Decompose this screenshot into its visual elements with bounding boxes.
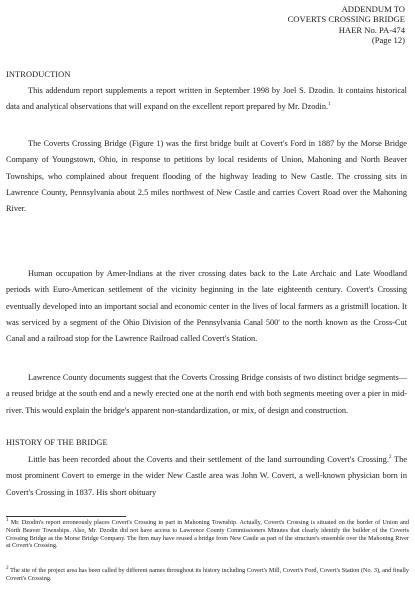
footnote-1-text: Mr. Dzodin's report erroneously places Covert's Crossing in part in Mahoning Township. Actually, Covert's Crossing is situated on the border of Union and North Beaver Townships. Also, Mr. Dzodin did not have access to Lawrence County Commissioners Minutes that clearly identify the builder of the Coverts Crossing Bridge as the Morse Bridge Company. The firm may have reused a bridge from New Castle as part of the structure's ensemble over the Mahoning River at Covert's Crossing. bbox=[6, 519, 409, 550]
history-paragraph-1 bbox=[6, 452, 407, 501]
intro-paragraph-2 bbox=[6, 136, 407, 217]
history-paragraph-1-text-a: Little has been recorded about the Coverts and their settlement of the land surrounding Covert's Crossing. bbox=[28, 455, 389, 464]
introduction-heading: INTRODUCTION bbox=[6, 70, 71, 79]
history-heading: HISTORY OF THE BRIDGE bbox=[6, 438, 108, 447]
footnote-1-number: 1 bbox=[6, 516, 9, 523]
intro-paragraph-4-text: Lawrence County documents suggest that the Coverts Crossing Bridge consists of two distinct bridge segments—a reused bridge at the south end and a newly erected one at the north end with both segments meeting over a pier in mid-river. This would explain the bridge's apparent non-standardization, or mix, of design and construction. bbox=[6, 373, 407, 415]
header-page-number: (Page 12) bbox=[371, 35, 405, 46]
footnote-ref-2: 2 bbox=[388, 454, 392, 461]
intro-paragraph-1 bbox=[6, 83, 407, 116]
footnote-2-number: 2 bbox=[6, 564, 9, 571]
footnote-ref-1: 1 bbox=[328, 101, 331, 108]
intro-paragraph-3 bbox=[6, 266, 407, 347]
history-paragraph-1-text-b: The most prominent Covert to emerge in the wider New Castle area was John W. Covert, a well-known physician born in Covert's Crossing in 1837. His short obituary bbox=[6, 455, 407, 497]
footnote-2-text: The site of the project area has been called by different names throughout its history including Covert's Mill, Covert's Ford, Covert's Station (No. 3), and finally Covert's Crossing. bbox=[6, 567, 409, 582]
intro-paragraph-3-text: Human occupation by Amer-Indians at the river crossing dates back to the Late Archaic and Late Woodland periods with Euro-American settlement of the vicinity beginning in the late eighteenth century. Covert's Crossing eventually developed into an important social and economic center in the lives of local farmers as a gristmill location. It was serviced by a segment of the Ohio Division of the Pennsylvania Canal 500' to the north known as the Cross-Cut Canal and a railroad stop for the Lawrence Railroad called Covert's Station. bbox=[6, 269, 407, 344]
header-addendum: ADDENDUM TO bbox=[341, 4, 405, 14]
intro-paragraph-4 bbox=[6, 370, 407, 419]
report-header bbox=[145, 4, 405, 46]
footnote-2 bbox=[6, 564, 409, 583]
footnote-divider bbox=[6, 516, 126, 517]
header-bridge-name: COVERTS CROSSING BRIDGE bbox=[287, 14, 405, 25]
intro-paragraph-2-text: The Coverts Crossing Bridge (Figure 1) was the first bridge built at Covert's Ford in 1887 by the Morse Bridge Company of Youngstown, Ohio, in response to petitions by local residents of Union, Mahoning and North Beaver Townships, who complained about frequent flooding of the highway leading to New Castle. The crossing sits in Lawrence County, Pennsylvania about 2.5 miles northwest of New Castle and carries Covert Road over the Mahoning River. bbox=[6, 139, 407, 214]
intro-paragraph-1-text: This addendum report supplements a report written in September 1998 by Joel S. Dzodin. It contains historical data and analytical observations that will expand on the excellent report prepared by Mr. Dzodin. bbox=[6, 86, 407, 112]
header-haer-number: HAER No. PA-474 bbox=[338, 24, 405, 35]
footnote-1 bbox=[6, 516, 409, 550]
